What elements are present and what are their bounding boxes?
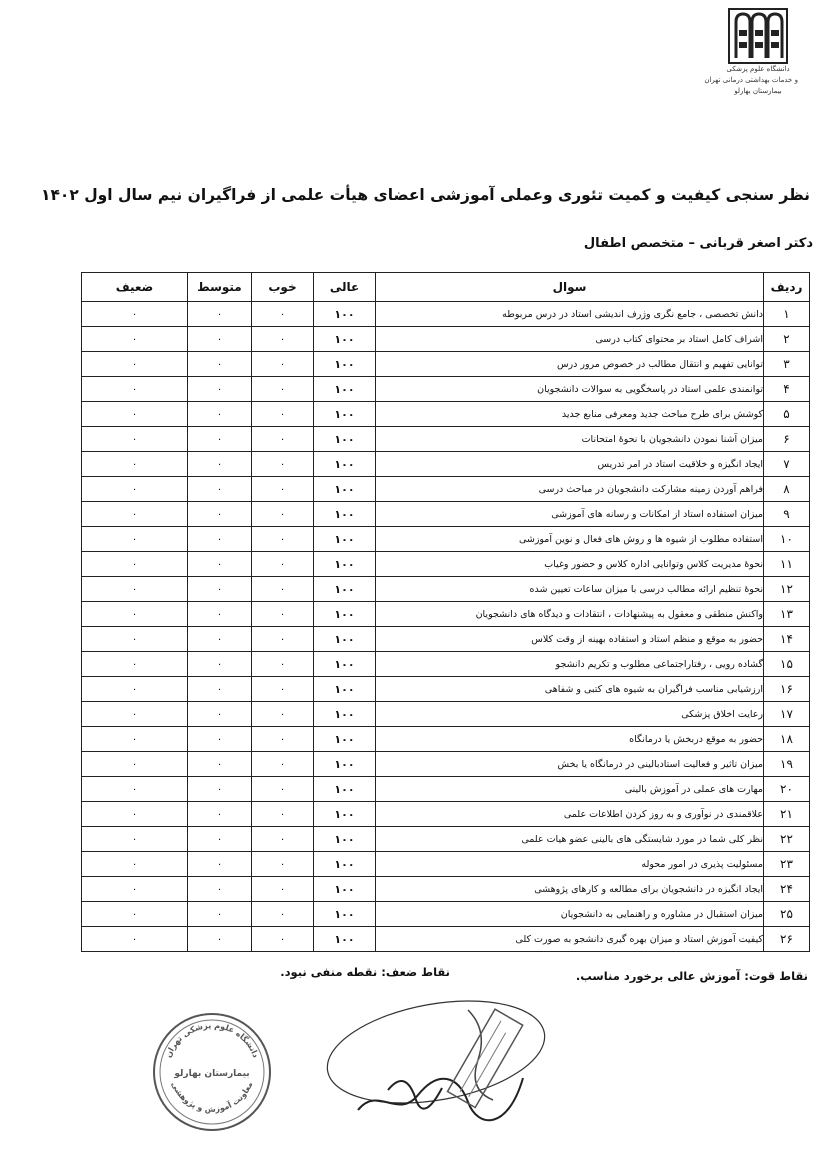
handwritten-signature-icon xyxy=(318,990,548,1140)
average-cell: ۰ xyxy=(188,527,252,552)
svg-text:دانشگاه علوم پزشکی تهران xyxy=(164,1021,261,1059)
average-cell: ۰ xyxy=(188,577,252,602)
question-cell: توانمندی علمی استاد در پاسخگویی به سوالات دانشجویان xyxy=(376,377,764,402)
row-number-cell: ۱ xyxy=(764,302,810,327)
weak-cell: ۰ xyxy=(82,902,188,927)
question-cell: مهارت های عملی در آموزش بالینی xyxy=(376,777,764,802)
excellent-cell: ۱۰۰ xyxy=(314,727,376,752)
weak-cell: ۰ xyxy=(82,477,188,502)
table-row xyxy=(82,552,810,577)
table-row xyxy=(82,402,810,427)
row-number-cell: ۲ xyxy=(764,327,810,352)
question-cell: ایجاد انگیزه و خلاقیت استاد در امر تدریس xyxy=(376,452,764,477)
average-cell: ۰ xyxy=(188,627,252,652)
good-cell: ۰ xyxy=(252,827,314,852)
weak-cell: ۰ xyxy=(82,702,188,727)
question-cell: گشاده رویی ، رفتاراجتماعی مطلوب و تکریم دانشجو xyxy=(376,652,764,677)
excellent-cell: ۱۰۰ xyxy=(314,527,376,552)
good-cell: ۰ xyxy=(252,927,314,952)
table-row xyxy=(82,777,810,802)
header-excellent: عالی xyxy=(314,273,376,302)
weak-cell: ۰ xyxy=(82,502,188,527)
stamp-center-text: بیمارستان بهارلو xyxy=(174,1069,250,1079)
letterhead-line-1: دانشگاه علوم پزشکی xyxy=(726,65,790,73)
average-cell: ۰ xyxy=(188,727,252,752)
excellent-cell: ۱۰۰ xyxy=(314,602,376,627)
excellent-cell: ۱۰۰ xyxy=(314,752,376,777)
question-cell: میزان تاثیر و فعالیت استادبالینی در درمانگاه یا بخش xyxy=(376,752,764,777)
weak-cell: ۰ xyxy=(82,827,188,852)
table-row xyxy=(82,677,810,702)
excellent-cell: ۱۰۰ xyxy=(314,577,376,602)
weak-cell: ۰ xyxy=(82,552,188,577)
row-number-cell: ۱۳ xyxy=(764,602,810,627)
table-row xyxy=(82,327,810,352)
table-row xyxy=(82,802,810,827)
average-cell: ۰ xyxy=(188,752,252,777)
good-cell: ۰ xyxy=(252,352,314,377)
excellent-cell: ۱۰۰ xyxy=(314,777,376,802)
row-number-cell: ۶ xyxy=(764,427,810,452)
good-cell: ۰ xyxy=(252,327,314,352)
question-cell: نظر کلی شما در مورد شایستگی های بالینی عضو هیات علمی xyxy=(376,827,764,852)
excellent-cell: ۱۰۰ xyxy=(314,627,376,652)
row-number-cell: ۲۱ xyxy=(764,802,810,827)
average-cell: ۰ xyxy=(188,677,252,702)
row-number-cell: ۴ xyxy=(764,377,810,402)
excellent-cell: ۱۰۰ xyxy=(314,877,376,902)
weak-cell: ۰ xyxy=(82,852,188,877)
excellent-cell: ۱۰۰ xyxy=(314,377,376,402)
average-cell: ۰ xyxy=(188,852,252,877)
signature xyxy=(318,990,548,1140)
weak-cell: ۰ xyxy=(82,352,188,377)
question-cell: حضور به موقع دربخش یا درمانگاه xyxy=(376,727,764,752)
good-cell: ۰ xyxy=(252,502,314,527)
excellent-cell: ۱۰۰ xyxy=(314,652,376,677)
weak-cell: ۰ xyxy=(82,402,188,427)
header-question: سوال xyxy=(376,273,764,302)
official-stamp xyxy=(150,1010,275,1135)
weak-cell: ۰ xyxy=(82,577,188,602)
good-cell: ۰ xyxy=(252,802,314,827)
table-body xyxy=(82,302,810,952)
row-number-cell: ۱۵ xyxy=(764,652,810,677)
table-row xyxy=(82,477,810,502)
stamp-seal-icon xyxy=(150,1010,275,1135)
table-row xyxy=(82,452,810,477)
row-number-cell: ۱۴ xyxy=(764,627,810,652)
table-row xyxy=(82,627,810,652)
weak-cell: ۰ xyxy=(82,777,188,802)
survey-table xyxy=(81,272,810,952)
average-cell: ۰ xyxy=(188,652,252,677)
row-number-cell: ۱۶ xyxy=(764,677,810,702)
question-cell: فراهم آوردن زمینه مشارکت دانشجویان در مباحث درسی xyxy=(376,477,764,502)
question-cell: توانایی تفهیم و انتقال مطالب در خصوص مرور درس xyxy=(376,352,764,377)
question-cell: میزان استقبال در مشاوره و راهنمایی به دانشجویان xyxy=(376,902,764,927)
weak-cell: ۰ xyxy=(82,427,188,452)
excellent-cell: ۱۰۰ xyxy=(314,327,376,352)
question-cell: رعایت اخلاق پزشکی xyxy=(376,702,764,727)
table-row xyxy=(82,652,810,677)
row-number-cell: ۷ xyxy=(764,452,810,477)
table-header-row xyxy=(82,273,810,302)
excellent-cell: ۱۰۰ xyxy=(314,402,376,427)
average-cell: ۰ xyxy=(188,452,252,477)
average-cell: ۰ xyxy=(188,352,252,377)
average-cell: ۰ xyxy=(188,927,252,952)
average-cell: ۰ xyxy=(188,327,252,352)
good-cell: ۰ xyxy=(252,602,314,627)
good-cell: ۰ xyxy=(252,877,314,902)
average-cell: ۰ xyxy=(188,302,252,327)
excellent-cell: ۱۰۰ xyxy=(314,802,376,827)
good-cell: ۰ xyxy=(252,402,314,427)
weak-cell: ۰ xyxy=(82,927,188,952)
question-cell: میزان آشنا نمودن دانشجویان با نحوۀ امتحانات xyxy=(376,427,764,452)
weak-cell: ۰ xyxy=(82,752,188,777)
header-average: متوسط xyxy=(188,273,252,302)
table-row xyxy=(82,827,810,852)
question-cell: اشراف کامل استاد بر محتوای کتاب درسی xyxy=(376,327,764,352)
question-cell: استفاده مطلوب از شیوه ها و روش های فعال و نوین آموزشی xyxy=(376,527,764,552)
letterhead-line-3: بیمارستان بهارلو xyxy=(734,87,782,95)
average-cell: ۰ xyxy=(188,777,252,802)
good-cell: ۰ xyxy=(252,302,314,327)
stamp-bottom-text: معاونت آموزش و پژوهشی xyxy=(169,1080,255,1114)
question-cell: کیفیت آموزش استاد و میزان بهره گیری دانشجو به صورت کلی xyxy=(376,927,764,952)
weak-cell: ۰ xyxy=(82,627,188,652)
good-cell: ۰ xyxy=(252,427,314,452)
table-row xyxy=(82,852,810,877)
average-cell: ۰ xyxy=(188,477,252,502)
row-number-cell: ۹ xyxy=(764,502,810,527)
header-row-number: ردیف xyxy=(764,273,810,302)
good-cell: ۰ xyxy=(252,677,314,702)
table-row xyxy=(82,752,810,777)
row-number-cell: ۲۵ xyxy=(764,902,810,927)
letterhead-line-2: و خدمات بهداشتی درمانی تهران xyxy=(704,76,798,84)
average-cell: ۰ xyxy=(188,552,252,577)
row-number-cell: ۸ xyxy=(764,477,810,502)
strengths-note: نقاط قوت: آموزش عالی برخورد مناسب. xyxy=(575,969,808,983)
average-cell: ۰ xyxy=(188,902,252,927)
good-cell: ۰ xyxy=(252,527,314,552)
good-cell: ۰ xyxy=(252,777,314,802)
question-cell: نحوۀ مدیریت کلاس وتوانایی اداره کلاس و حضور وغیاب xyxy=(376,552,764,577)
row-number-cell: ۵ xyxy=(764,402,810,427)
question-cell: میزان استفاده استاد از امکانات و رسانه های آموزشی xyxy=(376,502,764,527)
table-row xyxy=(82,577,810,602)
good-cell: ۰ xyxy=(252,652,314,677)
excellent-cell: ۱۰۰ xyxy=(314,352,376,377)
question-cell: ارزشیابی مناسب فراگیران به شیوه های کتبی و شفاهی xyxy=(376,677,764,702)
excellent-cell: ۱۰۰ xyxy=(314,702,376,727)
row-number-cell: ۱۲ xyxy=(764,577,810,602)
excellent-cell: ۱۰۰ xyxy=(314,827,376,852)
average-cell: ۰ xyxy=(188,702,252,727)
table-row xyxy=(82,352,810,377)
good-cell: ۰ xyxy=(252,477,314,502)
weak-cell: ۰ xyxy=(82,377,188,402)
question-cell: علاقمندی در نوآوری و به روز کردن اطلاعات علمی xyxy=(376,802,764,827)
weak-cell: ۰ xyxy=(82,527,188,552)
weak-cell: ۰ xyxy=(82,602,188,627)
weak-cell: ۰ xyxy=(82,677,188,702)
weaknesses-note: نقاط ضعف: نقطه منفی نبود. xyxy=(280,965,450,979)
svg-text:معاونت آموزش و پژوهشی xyxy=(170,1080,255,1115)
row-number-cell: ۱۹ xyxy=(764,752,810,777)
header-good: خوب xyxy=(252,273,314,302)
row-number-cell: ۱۷ xyxy=(764,702,810,727)
average-cell: ۰ xyxy=(188,427,252,452)
row-number-cell: ۲۳ xyxy=(764,852,810,877)
question-cell: واکنش منطقی و معقول به پیشنهادات ، انتقادات و دیدگاه های دانشجویان xyxy=(376,602,764,627)
question-cell: دانش تخصصی ، جامع نگری وژرف اندیشی استاد در درس مربوطه xyxy=(376,302,764,327)
row-number-cell: ۳ xyxy=(764,352,810,377)
average-cell: ۰ xyxy=(188,827,252,852)
table-row xyxy=(82,527,810,552)
excellent-cell: ۱۰۰ xyxy=(314,927,376,952)
excellent-cell: ۱۰۰ xyxy=(314,452,376,477)
weak-cell: ۰ xyxy=(82,727,188,752)
question-cell: حضور به موقع و منظم استاد و استفاده بهینه از وقت کلاس xyxy=(376,627,764,652)
average-cell: ۰ xyxy=(188,402,252,427)
weak-cell: ۰ xyxy=(82,802,188,827)
table-row xyxy=(82,702,810,727)
excellent-cell: ۱۰۰ xyxy=(314,852,376,877)
good-cell: ۰ xyxy=(252,702,314,727)
header-weak: ضعیف xyxy=(82,273,188,302)
weak-cell: ۰ xyxy=(82,452,188,477)
average-cell: ۰ xyxy=(188,802,252,827)
good-cell: ۰ xyxy=(252,552,314,577)
average-cell: ۰ xyxy=(188,602,252,627)
teacher-name: دکتر اصغر قربانی – متخصص اطفال xyxy=(583,236,813,251)
average-cell: ۰ xyxy=(188,502,252,527)
excellent-cell: ۱۰۰ xyxy=(314,552,376,577)
good-cell: ۰ xyxy=(252,377,314,402)
weak-cell: ۰ xyxy=(82,302,188,327)
question-cell: مسئولیت پذیری در امور محوله xyxy=(376,852,764,877)
average-cell: ۰ xyxy=(188,877,252,902)
weak-cell: ۰ xyxy=(82,652,188,677)
table-row xyxy=(82,602,810,627)
document-title: نظر سنجی کیفیت و کمیت تئوری وعملی آموزشی اعضای هیأت علمی از فراگیران نیم سال اول ۱۴۰۲ xyxy=(40,186,810,204)
university-logo-icon xyxy=(728,8,788,64)
excellent-cell: ۱۰۰ xyxy=(314,427,376,452)
row-number-cell: ۱۱ xyxy=(764,552,810,577)
question-cell: نحوۀ تنظیم ارائه مطالب درسی با میزان ساعات تعیین شده xyxy=(376,577,764,602)
table-row xyxy=(82,727,810,752)
table-row xyxy=(82,877,810,902)
row-number-cell: ۱۰ xyxy=(764,527,810,552)
good-cell: ۰ xyxy=(252,452,314,477)
good-cell: ۰ xyxy=(252,627,314,652)
good-cell: ۰ xyxy=(252,727,314,752)
table-row xyxy=(82,927,810,952)
excellent-cell: ۱۰۰ xyxy=(314,502,376,527)
table-row xyxy=(82,502,810,527)
good-cell: ۰ xyxy=(252,902,314,927)
good-cell: ۰ xyxy=(252,752,314,777)
good-cell: ۰ xyxy=(252,852,314,877)
stamp-top-text: دانشگاه علوم پزشکی تهران xyxy=(163,1020,261,1059)
table-row xyxy=(82,377,810,402)
good-cell: ۰ xyxy=(252,577,314,602)
excellent-cell: ۱۰۰ xyxy=(314,677,376,702)
row-number-cell: ۲۶ xyxy=(764,927,810,952)
row-number-cell: ۲۲ xyxy=(764,827,810,852)
question-cell: ایجاد انگیزه در دانشجویان برای مطالعه و کارهای پژوهشی xyxy=(376,877,764,902)
letterhead xyxy=(704,8,798,97)
average-cell: ۰ xyxy=(188,377,252,402)
question-cell: کوشش برای طرح مباحث جدید ومعرفی منابع جدید xyxy=(376,402,764,427)
excellent-cell: ۱۰۰ xyxy=(314,477,376,502)
weak-cell: ۰ xyxy=(82,327,188,352)
weak-cell: ۰ xyxy=(82,877,188,902)
row-number-cell: ۲۴ xyxy=(764,877,810,902)
table-row xyxy=(82,427,810,452)
excellent-cell: ۱۰۰ xyxy=(314,902,376,927)
row-number-cell: ۱۸ xyxy=(764,727,810,752)
table-row xyxy=(82,902,810,927)
row-number-cell: ۲۰ xyxy=(764,777,810,802)
excellent-cell: ۱۰۰ xyxy=(314,302,376,327)
table-row xyxy=(82,302,810,327)
